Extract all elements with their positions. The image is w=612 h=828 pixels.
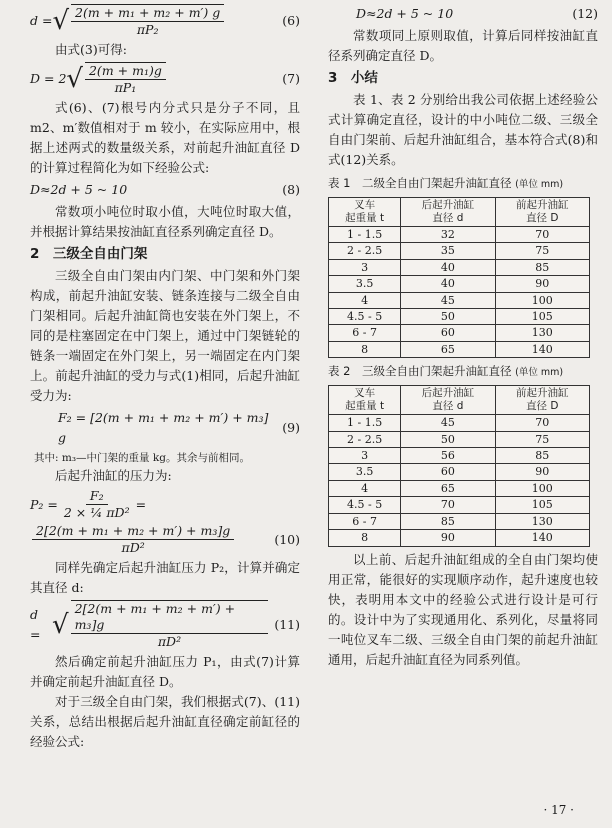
paragraph-conclusion: 以上前、后起升油缸组成的全自由门架均使用正常，能很好的实现顺序动作，起升速度也较快，表明用本文中的经验公式进行设计是可行的。设计中为了实现通用化、系列化，尽量将同一吨位叉车二级、三级全自由门架的前起升油缸通用，后起升油缸直径为同系列值。 [328,551,598,667]
paragraph-tables-intro: 表 1、表 2 分别给出我公司依据上述经验公式计算确定直径，设计的中小吨位二级、三级全自由门架前、后起升油缸组合，基本符合式(8)和式(12)关系。 [328,92,598,167]
eq10-numerator: F₂ [86,488,108,505]
eq10-numerator-2: 2[2(m + m₁ + m₂ + m′) + m₃]g [32,523,234,540]
section-3-heading: 3 小结 [328,70,378,86]
eq9-note: 其中: m₃—中门架的重量 kg。其余与前相同。 [34,452,250,464]
eq7-lhs: D = 2 [30,71,67,86]
table-cell: 56 [401,448,495,464]
table-cell: 140 [495,341,589,357]
table2-col-front: 前起升油缸 直径 D [495,386,589,415]
table-row [329,497,590,513]
table-cell: 100 [495,480,589,496]
table-row [329,292,590,308]
table-row [329,415,590,431]
paragraph-simplification: 式(6)、(7)根号内分式只是分子不同，且m2、m′数值相对于 m 较小，在实际应用中，根据上述两式的数量级关系，对前起升油缸直径 D 的计算过程简化为如下经验公式: [30,100,300,175]
sqrt-icon: √ [52,610,69,640]
table-cell: 1 - 1.5 [329,415,401,431]
table-cell: 8 [329,530,401,546]
left-column [30,2,300,752]
table-cell: 4 [329,292,401,308]
sqrt-icon: √ [66,64,83,94]
eq11-numerator: 2[2(m + m₁ + m₂ + m′) + m₃]g [71,600,269,634]
paragraph-constant-same: 常数项同上原则取值，计算后同样按油缸直径系列确定直径 D。 [328,28,598,63]
table-cell: 4.5 - 5 [329,309,401,325]
fraction-11 [71,600,269,650]
eq9-number: (9) [282,420,300,435]
table-cell: 3.5 [329,276,401,292]
table-cell: 40 [401,259,495,275]
table-cell: 65 [401,341,495,357]
eq12-number: (12) [572,6,598,21]
table-cell: 140 [495,530,589,546]
paragraph-constant-term: 常数项小吨位时取小值，大吨位时取大值，并根据计算结果按油缸直径系列确定直径 D。 [30,204,300,239]
paragraph-then-determine: 然后确定前起升油缸压力 P₁，由式(7)计算并确定前起升油缸直径 D。 [30,654,300,689]
table-cell: 105 [495,309,589,325]
table-row [329,513,590,529]
equation-9 [30,408,300,448]
table-cell: 1 - 1.5 [329,227,401,243]
eq11-number: (11) [274,617,300,632]
table-cell: 45 [401,292,495,308]
eq7-number: (7) [282,71,300,86]
table-cell: 90 [495,464,589,480]
table2-caption [328,361,598,383]
table-cell: 35 [401,243,495,259]
table-cell: 3 [329,448,401,464]
table-cell: 75 [495,431,589,447]
eq11-lhs: d = [30,607,41,642]
eq10-equals: = [135,496,147,512]
table-row [329,276,590,292]
pressure-intro: 后起升油缸的压力为: [55,468,172,483]
fraction-10b [32,523,234,556]
table-1 [328,197,590,358]
equation-8 [30,180,300,200]
table-cell: 8 [329,341,401,357]
table-row [329,431,590,447]
table-cell: 130 [495,325,589,341]
equation-11 [30,600,300,650]
page-number: · 17 · [543,803,574,817]
table-cell: 60 [401,464,495,480]
eq12-formula: D≈2d + 5 ~ 10 [356,6,454,21]
table-cell: 100 [495,292,589,308]
table-row [329,227,590,243]
table-cell: 130 [495,513,589,529]
table-cell: 32 [401,227,495,243]
eq7-numerator: 2(m + m₁)g [85,62,166,80]
table-cell: 85 [495,259,589,275]
equation-12 [328,4,598,24]
table-cell: 6 - 7 [329,513,401,529]
equation-6 [30,4,300,38]
table-cell: 85 [495,448,589,464]
sqrt-11 [52,600,270,650]
table-cell: 50 [401,431,495,447]
table-cell: 105 [495,497,589,513]
table-cell: 75 [495,243,589,259]
table-row [329,464,590,480]
table-row [329,325,590,341]
table-row [329,243,590,259]
table-cell: 4 [329,480,401,496]
table-row [329,341,590,357]
table-cell: 2 - 2.5 [329,243,401,259]
table-cell: 85 [401,513,495,529]
table-row [329,530,590,546]
table-cell: 90 [401,530,495,546]
eq10-denominator: 2 × ¼ πD² [63,505,130,520]
table-cell: 40 [401,276,495,292]
eq11-denominator: πD² [157,634,182,649]
sqrt-6 [52,4,226,38]
table-cell: 50 [401,309,495,325]
table-cell: 3.5 [329,464,401,480]
paragraph-three-stage: 三级全自由门架由内门架、中门架和外门架构成，前起升油缸安装、链条连接与二级全自由门架相同。后起升油缸筒也安装在外门架上，不同的是柱塞固定在中门架上，通过中门架链轮的链条一端固定在外门架上，另一端固定在内门架上。前起升油缸的受力与式(1)相同，后起升油缸受力为: [30,268,300,403]
paragraph-empirical: 对于三级全自由门架，我们根据式(7)、(11)关系，总结出根据后起升油缸直径确定前缸径的经验公式: [30,694,300,749]
table2-col-capacity: 叉车 起重量 t [329,386,401,415]
table-cell: 90 [495,276,589,292]
table-cell: 3 [329,259,401,275]
table2-header-row [329,386,590,415]
from-eq3-text: 由式(3)可得: [55,42,127,57]
eq7-denominator: πP₁ [114,80,137,95]
equation-7 [30,62,300,96]
section-2-heading: 2 三级全自由门架 [30,246,148,262]
table1-col-front: 前起升油缸 直径 D [495,198,589,227]
eq6-denominator: πP₂ [136,22,159,37]
eq10-number: (10) [274,531,300,547]
table-row [329,448,590,464]
table-row [329,480,590,496]
table-cell: 65 [401,480,495,496]
sqrt-7 [66,62,167,96]
table-row [329,309,590,325]
fraction-6 [71,4,224,38]
table1-caption-text: 表 1 二级全自由门架起升油缸直径 [328,176,512,190]
table-row [329,259,590,275]
eq10-denominator-2: πD² [121,540,145,555]
eq8-formula: D≈2d + 5 ~ 10 [30,182,128,197]
table1-col-rear: 后起升油缸 直径 d [401,198,495,227]
equation-10-part1 [30,488,300,521]
paragraph-determine-d: 同样先确定后起升油缸压力 P₂，计算并确定其直径 d: [30,560,300,595]
table-2 [328,385,590,546]
eq8-number: (8) [282,182,300,197]
table-cell: 4.5 - 5 [329,497,401,513]
fraction-10a [60,488,134,521]
eq6-number: (6) [282,13,300,28]
table1-col-capacity: 叉车 起重量 t [329,198,401,227]
table2-unit: (单位 mm) [515,367,564,379]
table2-col-rear: 后起升油缸 直径 d [401,386,495,415]
eq10-lhs: P₂ = [30,496,58,512]
table-cell: 45 [401,415,495,431]
table-cell: 70 [401,497,495,513]
table1-caption [328,173,598,195]
table-cell: 2 - 2.5 [329,431,401,447]
eq6-numerator: 2(m + m₁ + m₂ + m′) g [71,4,224,22]
table-cell: 70 [495,227,589,243]
table-cell: 6 - 7 [329,325,401,341]
table1-unit: (单位 mm) [515,179,564,190]
table-cell: 60 [401,325,495,341]
eq6-lhs: d = [30,13,53,28]
fraction-7 [85,62,166,96]
right-column [328,2,598,670]
equation-10-part2 [30,523,300,556]
eq9-formula: F₂ = [2(m + m₁ + m₂ + m′) + m₃] g [58,410,269,445]
table1-header-row [329,198,590,227]
table2-caption-text: 表 2 三级全自由门架起升油缸直径 [328,364,512,379]
sqrt-icon: √ [52,6,70,36]
table-cell: 70 [495,415,589,431]
